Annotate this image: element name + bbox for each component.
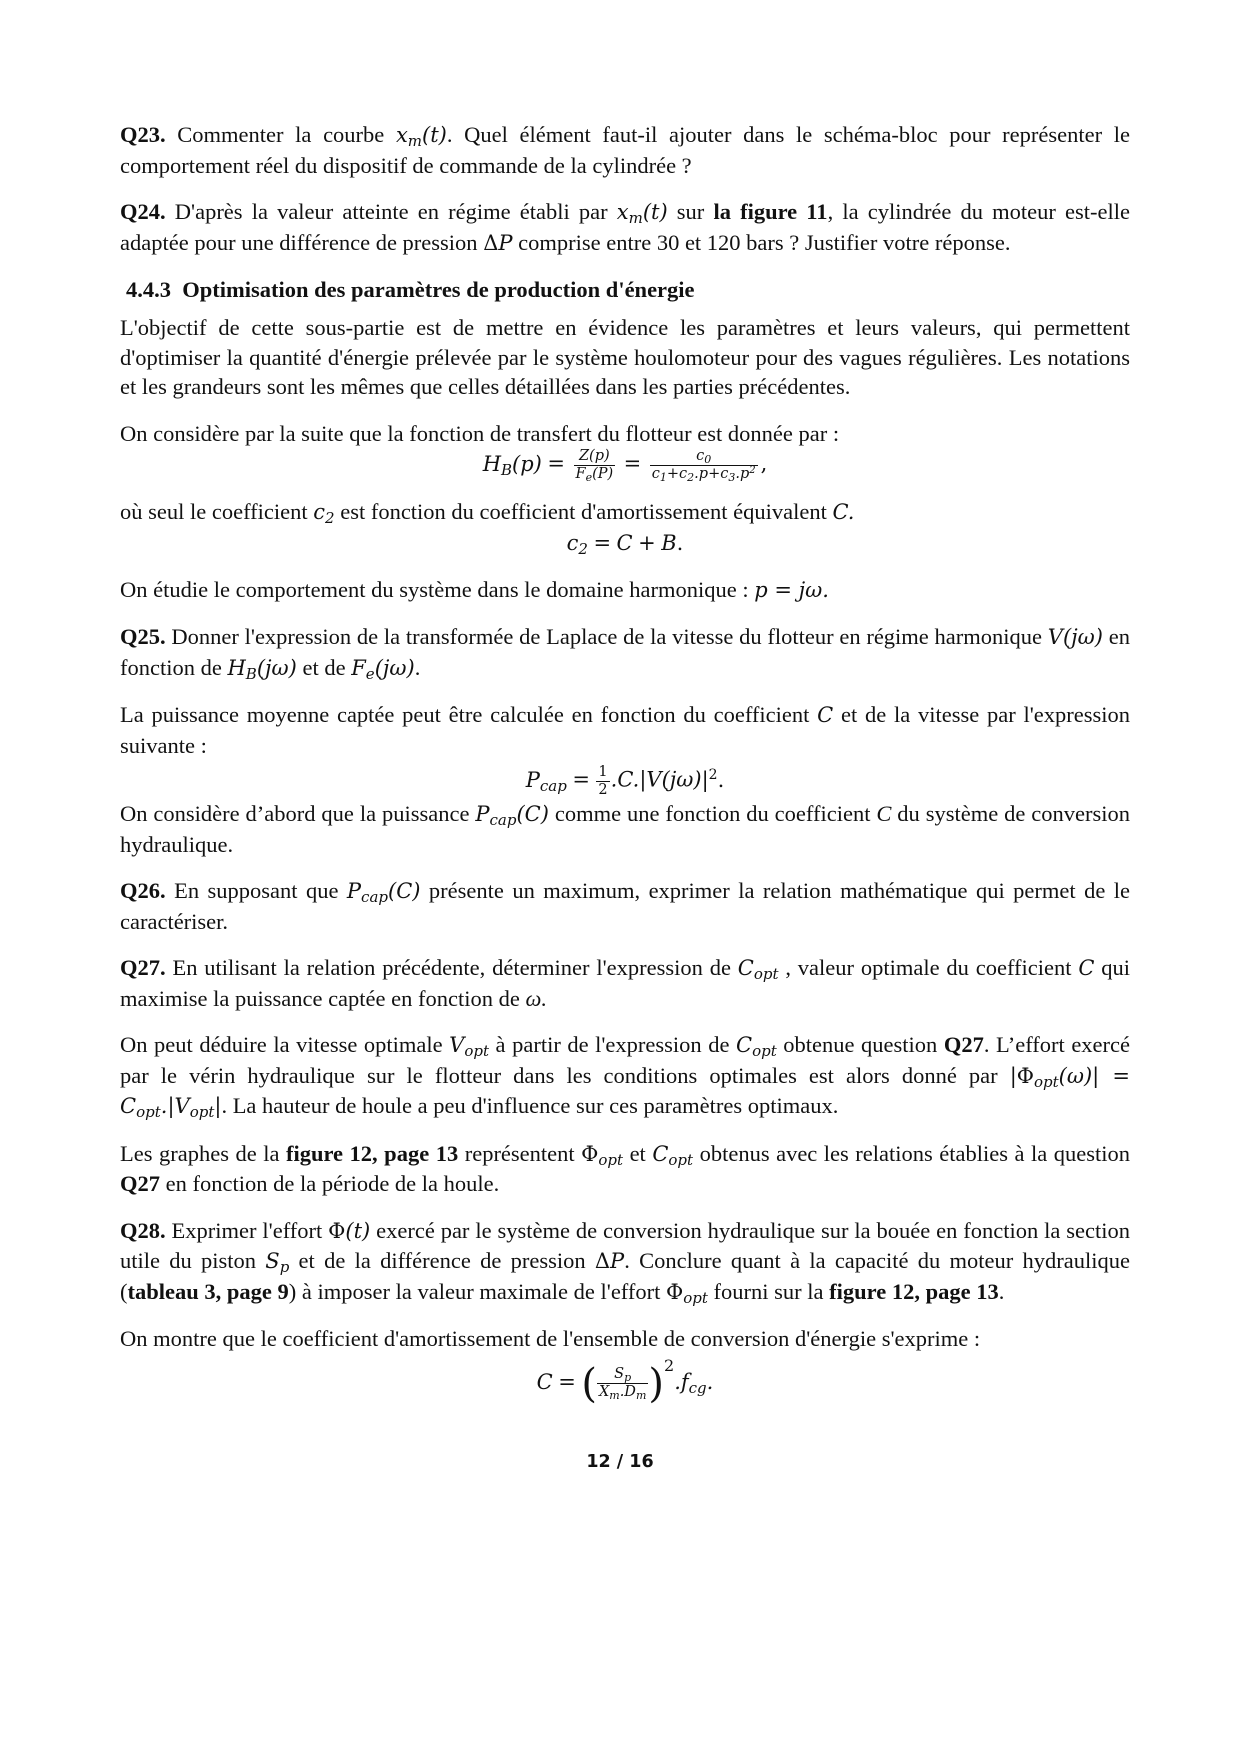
math-delta-p: ΔP	[483, 230, 513, 255]
optimal-text-4: . L’effort exercé par le vérin hydraulique sur le flotteur dans les conditions optimales est alors donné par	[120, 1032, 1131, 1088]
q25-label: Q25.	[120, 624, 166, 649]
power-text-4: comme une fonction du coefficient	[548, 801, 877, 826]
power-text-3: On considère d’abord que la puissance	[120, 801, 476, 826]
math-phi-opt: $\Phi_{opt}$	[581, 1141, 624, 1169]
question-q25	[120, 622, 1130, 683]
figure-reference: la figure 11	[713, 199, 828, 224]
math-pcap-c: $P_{cap}(C)$	[475, 802, 549, 829]
q23-text-2: . Quel élément faut-il ajouter dans le schéma-bloc pour représenter le comportement réel du dispositif de commande de la cylindrée ?	[120, 122, 1130, 178]
q24-label: Q24.	[120, 199, 166, 224]
math-v-jw: V(jω)	[1047, 625, 1103, 649]
question-reference: Q27	[943, 1032, 984, 1057]
math-omega: ω.	[525, 985, 547, 1011]
equation-pcap: $P_{cap}$ = $\frac{1}{2}$ $.C.|V(j\omega)|^2$.	[525, 764, 725, 798]
math-phi-opt: $\Phi_{opt}$	[666, 1279, 708, 1307]
math-pcap-c: $P_{cap}(C)$	[346, 879, 421, 906]
q25-text-2: en fonction de	[120, 624, 1130, 680]
optimal-paragraph	[120, 1030, 1130, 1122]
q28-text-4: . Conclure quant à la capacité du moteur hydraulique (	[120, 1248, 1131, 1304]
math-v-opt: $V_{opt}$	[449, 1033, 490, 1060]
q24-text-3: , la cylindrée du moteur est-elle adaptée pour une différence de pression	[120, 199, 1131, 255]
power-text-2: et de la vitesse par l'expression suivante :	[120, 702, 1130, 758]
graphs-paragraph	[120, 1139, 1130, 1199]
q27-label: Q27.	[120, 955, 166, 980]
q25-text-4: .	[414, 654, 421, 680]
q28-text-6: fourni sur la	[707, 1278, 830, 1304]
transfer-note	[120, 497, 1130, 528]
question-reference: Q27	[120, 1171, 161, 1196]
q23-text: Commenter la courbe	[165, 122, 396, 147]
q26-text: En supposant que	[165, 878, 347, 903]
section-number: 4.4.3	[126, 277, 171, 302]
q25-text: Donner l'expression de la transformée de Laplace de la vitesse du flotteur en régime harmonique	[165, 624, 1048, 649]
damping-paragraph: On montre que le coefficient d'amortissement de l'ensemble de conversion d'énergie s'exprime :	[120, 1326, 981, 1351]
q28-label: Q28.	[120, 1217, 166, 1243]
q26-text-2: présente un maximum, exprimer la relation mathématique qui permet de le caractériser.	[120, 878, 1131, 934]
q28-text-5: ) à imposer la valeur maximale de l'effort	[288, 1278, 667, 1304]
math-c2: $c_2$	[313, 500, 335, 527]
intro-paragraph: L'objectif de cette sous-partie est de mettre en évidence les paramètres et leurs valeurs, qui permettent d'optimiser la quantité d'énergie prélevée par le système houlomoteur pour des vagues régulières. Les notations et les grandeurs sont les mêmes que celles détaillées dans les parties précédentes.	[120, 315, 1130, 399]
q28-text: Exprimer l'effort	[165, 1217, 329, 1243]
power-paragraph-2	[120, 799, 1130, 859]
math-phi-opt-equation: $|\Phi_{opt}(\omega)| = C_{opt}.|V_{opt}|$	[120, 1063, 1130, 1121]
math-phi-t: Φ(t)	[328, 1218, 371, 1243]
question-q27	[120, 953, 1130, 1013]
q25-text-3: et de	[296, 654, 352, 680]
page-number: 12 / 16	[586, 1452, 654, 1472]
figure-reference: figure 12, page 13	[829, 1278, 999, 1304]
question-q28	[120, 1216, 1130, 1308]
q23-label: Q23.	[120, 122, 166, 147]
math-c: C	[876, 801, 892, 826]
q28-text-7: .	[998, 1278, 1005, 1304]
question-q26	[120, 876, 1130, 936]
math-xm-t: $x_m(t)$	[395, 123, 447, 150]
power-paragraph	[120, 700, 1130, 760]
optimal-text-3: obtenue question	[776, 1032, 944, 1057]
math-c: C	[1078, 956, 1095, 980]
q27-text: En utilisant la relation précédente, déterminer l'expression de	[165, 955, 738, 980]
power-text-5: du système de conversion hydraulique.	[120, 801, 1130, 857]
math-sp: $S_p$	[265, 1249, 290, 1276]
math-delta-p: ΔP	[594, 1249, 625, 1273]
figure-reference: figure 12, page 13	[285, 1140, 459, 1166]
q26-label: Q26.	[120, 878, 166, 903]
q27-text-3: qui maximise la puissance captée en fonction de	[120, 955, 1130, 1011]
math-c-opt: $C_{opt}$	[737, 956, 779, 983]
transfer-intro: On considère par la suite que la fonction de transfert du flotteur est donnée par :	[120, 420, 840, 446]
equation-c2: $c_2 = C + B$.	[566, 530, 684, 558]
optimal-text-5: . La hauteur de houle a peu d'influence sur ces paramètres optimaux.	[221, 1093, 839, 1118]
q27-text-2: , valeur optimale du coefficient	[778, 955, 1079, 980]
optimal-text-2: à partir de l'expression de	[489, 1032, 736, 1057]
optimal-text: On peut déduire la vitesse optimale	[120, 1032, 450, 1057]
section-heading	[126, 275, 1130, 305]
graphs-text: Les graphes de la	[120, 1140, 286, 1166]
transfer-note-text-2: est fonction du coefficient d'amortissement équivalent	[334, 499, 833, 524]
q24-text-4: comprise entre 30 et 120 bars ? Justifier votre réponse.	[512, 229, 1011, 255]
harmonic-text: On étudie le comportement du système dans le domaine harmonique :	[120, 576, 755, 602]
document-page	[120, 120, 1131, 1407]
question-q24	[120, 197, 1130, 258]
math-fe-jw: $F_e(j\omega)$	[351, 655, 415, 683]
q24-text-2: sur	[667, 199, 714, 224]
table-reference: tableau 3, page 9	[127, 1278, 289, 1304]
q24-text: D'après la valeur atteinte en régime établi par	[165, 199, 617, 224]
graphs-text-4: obtenus avec les relations établies à la question	[693, 1140, 1130, 1166]
math-c-opt: $C_{opt}$	[652, 1141, 694, 1169]
graphs-text-5: en fonction de la période de la houle.	[160, 1171, 500, 1196]
math-c-opt: $C_{opt}$	[736, 1033, 777, 1060]
math-p-jw: p = jω.	[754, 577, 829, 602]
q28-text-2: exercé par le système de conversion hydraulique sur la bouée en fonction la section utile du piston	[120, 1217, 1130, 1273]
graphs-text-2: représentent	[458, 1140, 582, 1166]
math-hb-jw: $H_B(j\omega)$	[227, 655, 297, 683]
equation-transfer-function: $H_B(p)$ = $\frac{Z(p)}{F_e(P)}$ = $\frac{c_0}{c_1+c_2.p+c_3.p^2}$ ,	[482, 448, 768, 484]
question-q23	[120, 120, 1130, 180]
harmonic-paragraph	[120, 575, 1130, 606]
transfer-note-text: où seul le coefficient	[120, 499, 314, 524]
q28-text-3: et de la différence de pression	[289, 1248, 595, 1273]
graphs-text-3: et	[623, 1140, 653, 1166]
math-c: C	[817, 703, 834, 727]
section-title: Optimisation des paramètres de production d'énergie	[182, 277, 695, 302]
power-text: La puissance moyenne captée peut être calculée en fonction du coefficient	[120, 702, 818, 727]
math-c: C.	[832, 500, 855, 524]
equation-damping: C = ( $\frac{S_p}{X_m.D_m}$ )$^2.f_{cg}$.	[536, 1355, 714, 1407]
math-xm-t: $x_m(t)$	[616, 200, 668, 227]
